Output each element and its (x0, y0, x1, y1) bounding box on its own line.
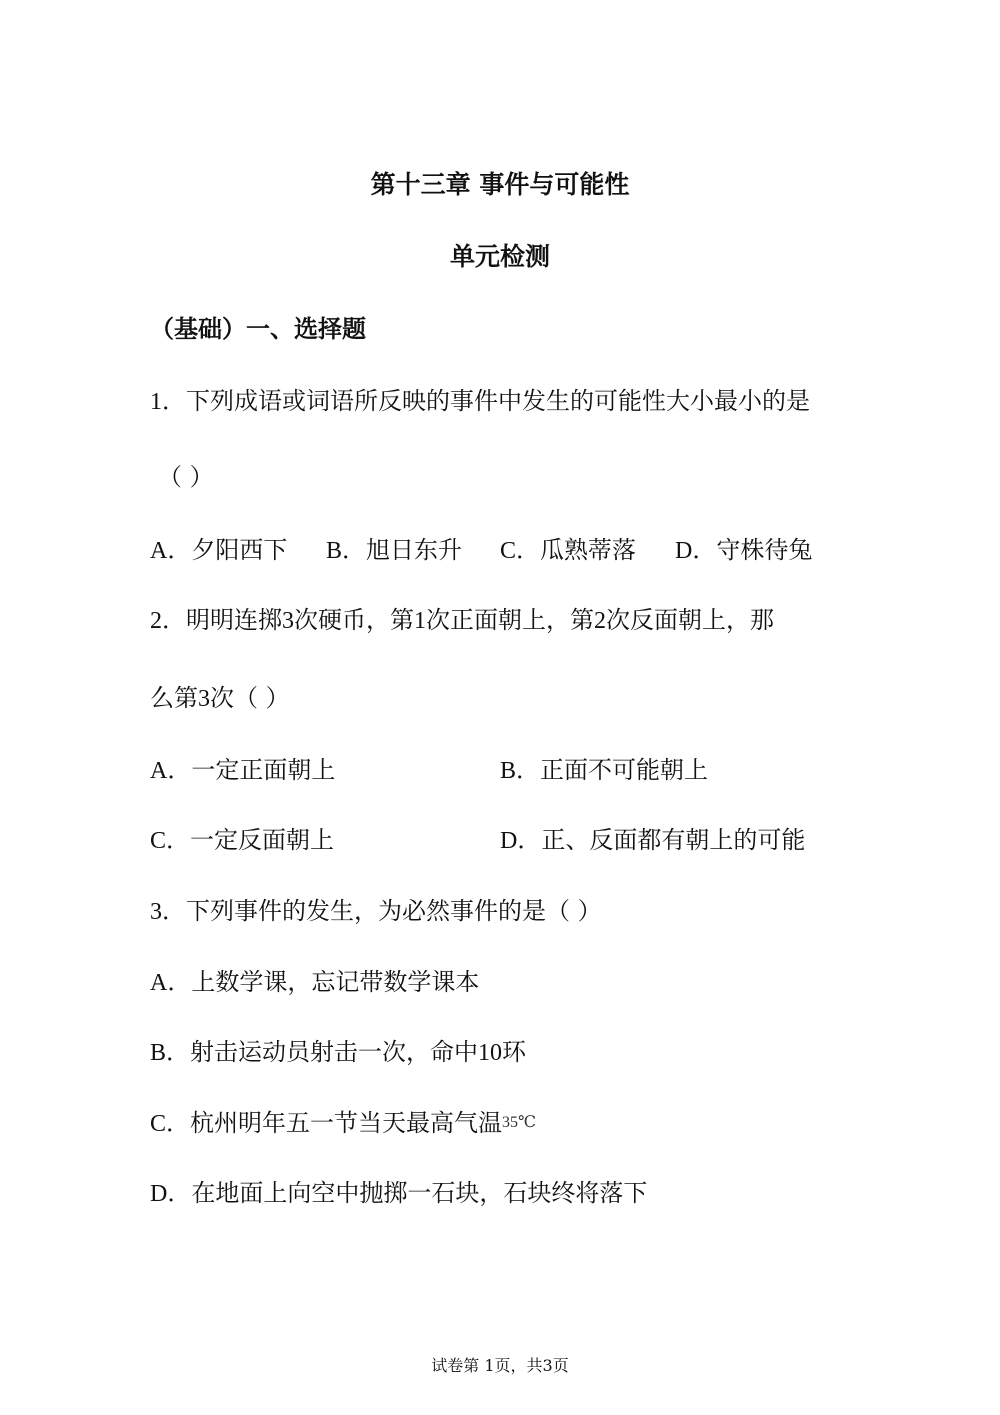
q3-option-b: B．射击运动员射击一次，命中10环 (150, 1038, 527, 1066)
page-subtitle: 单元检测 (449, 242, 550, 271)
question-2: 2．明明连掷3次硬币，第1次正面朝上，第2次反面朝上，那 (150, 606, 774, 634)
question-1-number: 1． (150, 389, 186, 415)
q1-option-a: A．夕阳西下 (150, 536, 288, 564)
q2-option-a: A．一定正面朝上 (150, 756, 336, 784)
q3-option-d: D．在地面上向空中抛掷一石块，石块终将落下 (150, 1179, 648, 1207)
question-3-text: 下列事件的发生，为必然事件的是（ ） (186, 897, 602, 925)
q2-option-c: C．一定反面朝上 (150, 826, 335, 854)
section-heading: （基础）一、选择题 (150, 315, 366, 343)
question-3 (150, 896, 602, 927)
q1-option-d: D．守株待兔 (675, 536, 813, 564)
q3-option-a: A．上数学课，忘记带数学课本 (150, 968, 480, 996)
q2-option-b: B．正面不可能朝上 (500, 756, 709, 784)
question-2-number: 2． (150, 608, 186, 634)
question-3-number: 3． (150, 899, 186, 925)
question-1-bracket: （ ） (158, 463, 214, 491)
question-1-text: 下列成语或词语所反映的事件中发生的可能性大小最小的是 (186, 387, 810, 415)
temperature-value: 35℃ (502, 1114, 536, 1131)
q2-option-d: D．正、反面都有朝上的可能 (500, 826, 806, 854)
q1-option-b: B．旭日东升 (326, 536, 463, 564)
question-2-continued: 么第3次（ ） (150, 684, 290, 712)
q1-option-c: C．瓜熟蒂落 (500, 536, 637, 564)
page-footer: 试卷第 1页，共3页 (431, 1356, 569, 1375)
page-title: 第十三章 事件与可能性 (370, 170, 630, 199)
question-1 (150, 386, 810, 417)
q3-option-c: C．杭州明年五一节当天最高气温35℃ (150, 1109, 536, 1137)
